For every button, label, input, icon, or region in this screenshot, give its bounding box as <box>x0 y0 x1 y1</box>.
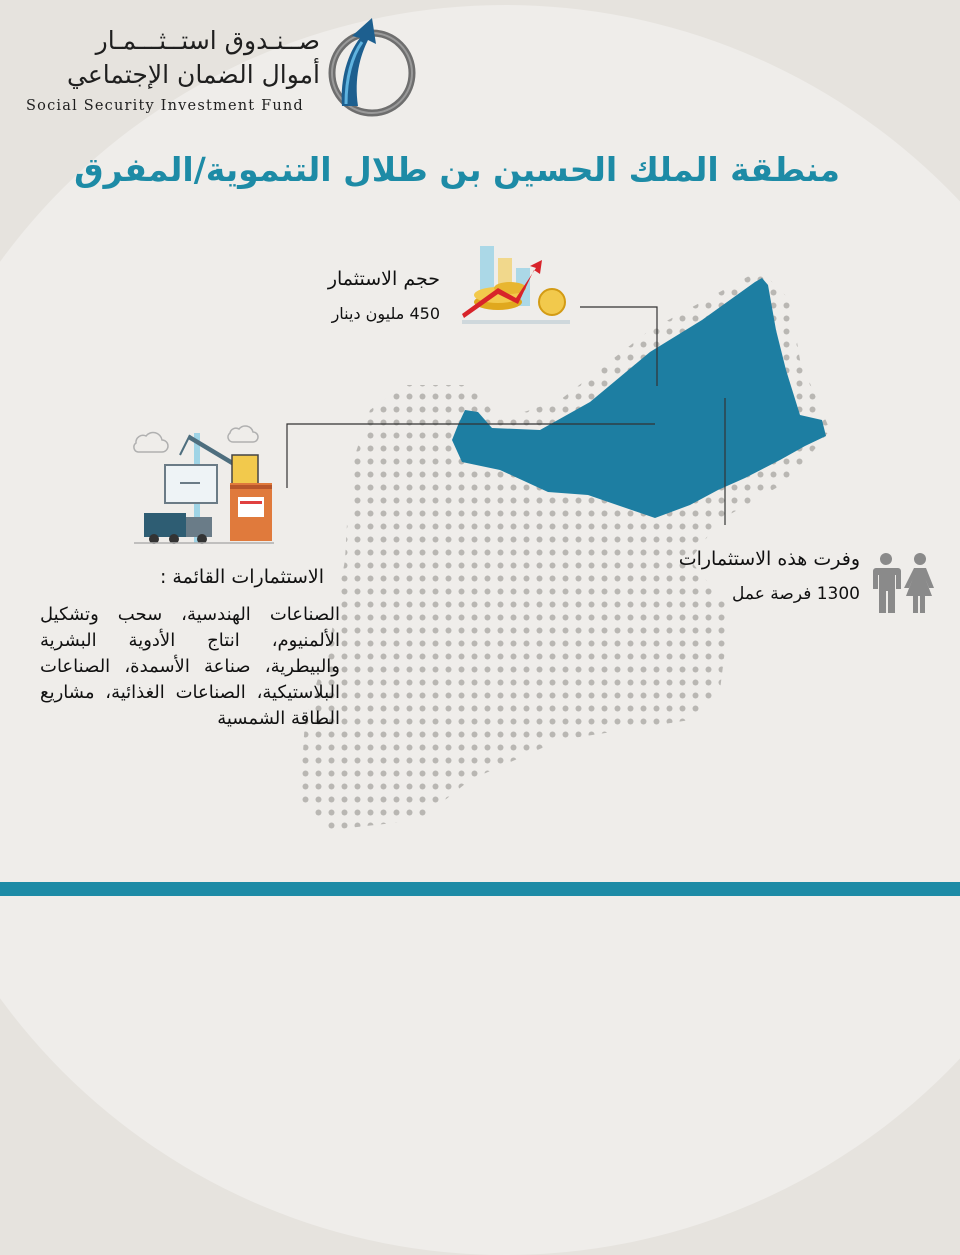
jobs-value: 1300 فرصة عمل <box>732 584 860 604</box>
factory-crane-icon <box>130 425 280 550</box>
jobs-label: وفرت هذه الاستثمارات <box>678 548 860 570</box>
man-icon <box>868 552 904 614</box>
woman-icon <box>902 552 938 614</box>
chart-coins-icon <box>458 240 578 332</box>
investment-label: حجم الاستثمار <box>327 268 440 290</box>
investment-value: 450 مليون دينار <box>331 304 440 323</box>
logo-english: Social Security Investment Fund <box>26 98 304 114</box>
page-title: منطقة الملك الحسين بن طلال التنموية/المفرق <box>74 150 840 189</box>
existing-investments-text: الصناعات الهندسية، سحب وتشكيل الألمنيوم، انتاج الأدوية البشرية والبيطرية، صناعة الأسمدة، الصناعات البلاستيكية، الصناعات الغذائية، مشاريع الطاقة الشمسية <box>40 604 340 729</box>
logo-arabic-line2: أموال الضمان الإجتماعي <box>67 60 320 89</box>
existing-investments-label: الاستثمارات القائمة : <box>159 566 324 588</box>
logo-arabic-line1: صــنـدوق استــثـــمـار <box>95 26 320 55</box>
